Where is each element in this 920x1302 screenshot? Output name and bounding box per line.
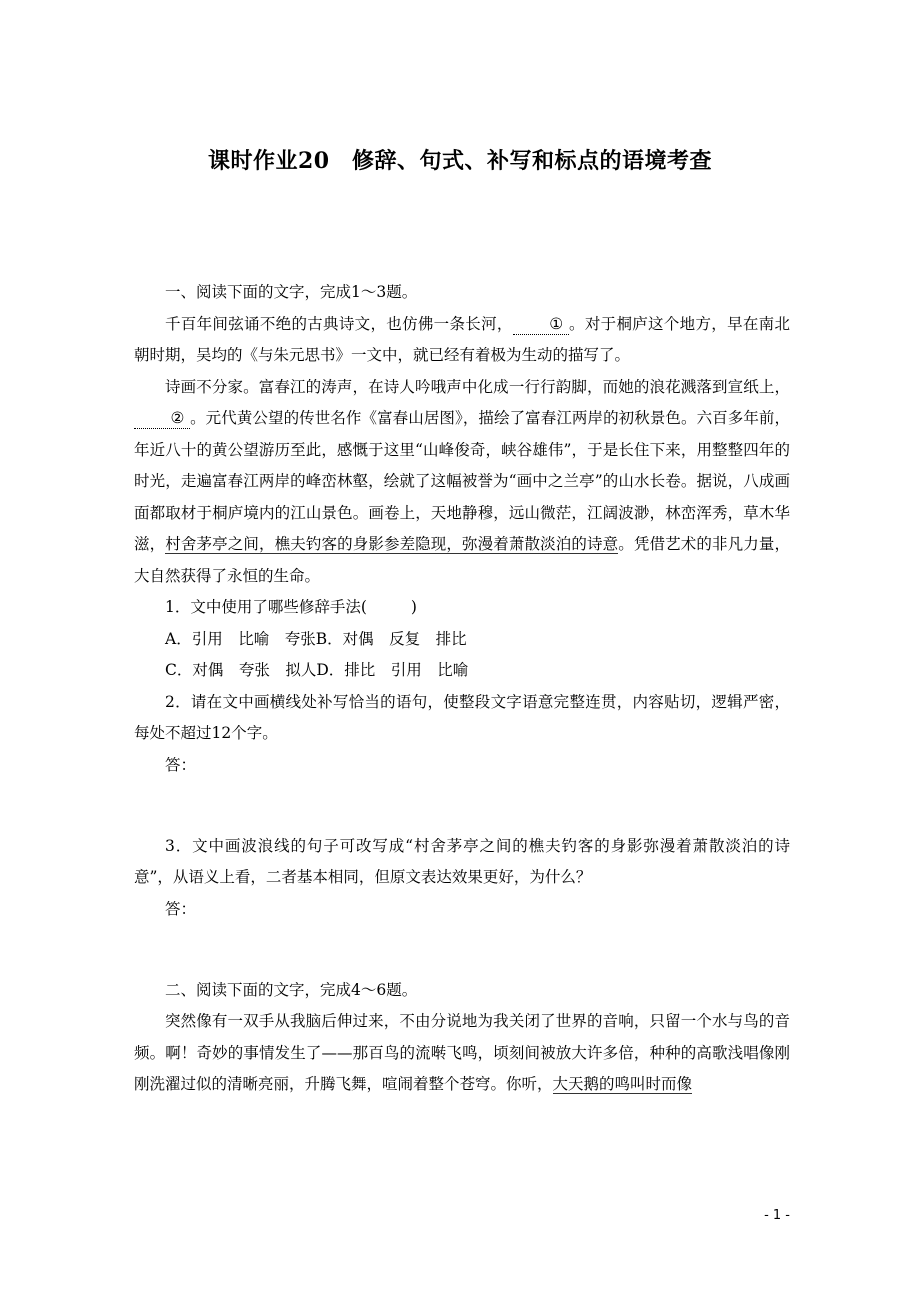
passage-text: 诗画不分家。富春江的涛声，在诗人吟哦声中化成一行行韵脚，而她的浪花溅落到宣纸上， [165,377,790,396]
question-3-answer-label: 答： [165,899,197,918]
section-2-heading: 二、阅读下面的文字，完成4～6题。 [165,980,418,999]
question-1-options-cd [134,655,790,687]
passage-2-paragraph-1 [134,1006,790,1101]
section-1-heading: 一、阅读下面的文字，完成1～3题。 [165,283,418,301]
fill-blank-2: ② [134,408,190,429]
passage-text: 突然像有一双手从我脑后伸过来，不由分说地为我关闭了世界的音响，只留一个水与鸟的音频。啊！奇妙的事情发生了——那百鸟的流啭飞鸣，顷刻间被放大许多倍，种种的高歌浅唱像刚刚洗濯过似的清晰亮丽，升腾飞舞，喧闹着整个苍穹。你听， [134,1012,790,1093]
passage-text: 。凭借艺术的非凡力量，大自然获得了永恒的生命。 [134,535,790,585]
underlined-sentence: 大天鹅的鸣叫时而像 [552,1075,693,1093]
question-1 [134,592,790,624]
question-1-text: 1．文中使用了哪些修辞手法( [165,598,367,616]
question-1-paren-close: ) [410,598,417,616]
passage-1-paragraph-1 [134,309,790,372]
answer-space [134,925,790,957]
answer-space [134,813,790,831]
wavy-underlined-sentence: 村舍茅亭之间，樵夫钓客的身影参差隐现，弥漫着萧散淡泊的诗意 [165,535,619,553]
passage-text: 。对于桐庐这个地方，早在南北朝时期，吴均的《与朱元思书》一文中，就已经有着极为生动的描写了。 [134,314,790,364]
fill-blank-1: ① [513,314,569,335]
question-2: 2．请在文中画横线处补写恰当的语句，使整段文字语意完整连贯，内容贴切，逻辑严密，每处不超过12个字。 [134,692,790,742]
question-3: 3．文中画波浪线的句子可改写成“村舍茅亭之间的樵夫钓客的身影弥漫着萧散淡泊的诗意”，从语义上看，二者基本相同，但原文表达效果更好，为什么？ [134,836,790,886]
passage-text: 。元代黄公望的传世名作《富春山居图》，描绘了富春江两岸的初秋景色。六百多年前，年近八十的黄公望游历至此，感慨于这里“山峰俊奇，峡谷雄伟”，于是长住下来，用整整四年的时光，走遍富春江两岸的峰峦林壑，绘就了这幅被誉为“画中之兰亭”的山水长卷。据说，八成画面都取材于桐庐境内的江山景色。画卷上，天地静穆，远山微茫，江阔波渺，林峦浑秀，草木华滋， [134,409,790,553]
option-a: A．引用 比喻 夸张 [165,629,316,648]
page-number: - 1 - [764,1208,790,1223]
option-b: B．对偶 反复 排比 [315,629,467,648]
answer-space [134,781,790,813]
question-1-options-ab [134,624,790,656]
option-c: C．对偶 夸张 拟人 [165,661,317,679]
page-title: 课时作业20 修辞、句式、补写和标点的语境考查 [207,148,713,174]
answer-space [134,957,790,975]
document-body [134,277,790,1101]
passage-text: 千百年间弦诵不绝的古典诗文，也仿佛一条长河， [165,314,513,333]
question-2-answer-label: 答： [165,755,197,774]
option-d: D．排比 引用 比喻 [316,661,469,679]
passage-1-paragraph-2 [134,372,790,593]
